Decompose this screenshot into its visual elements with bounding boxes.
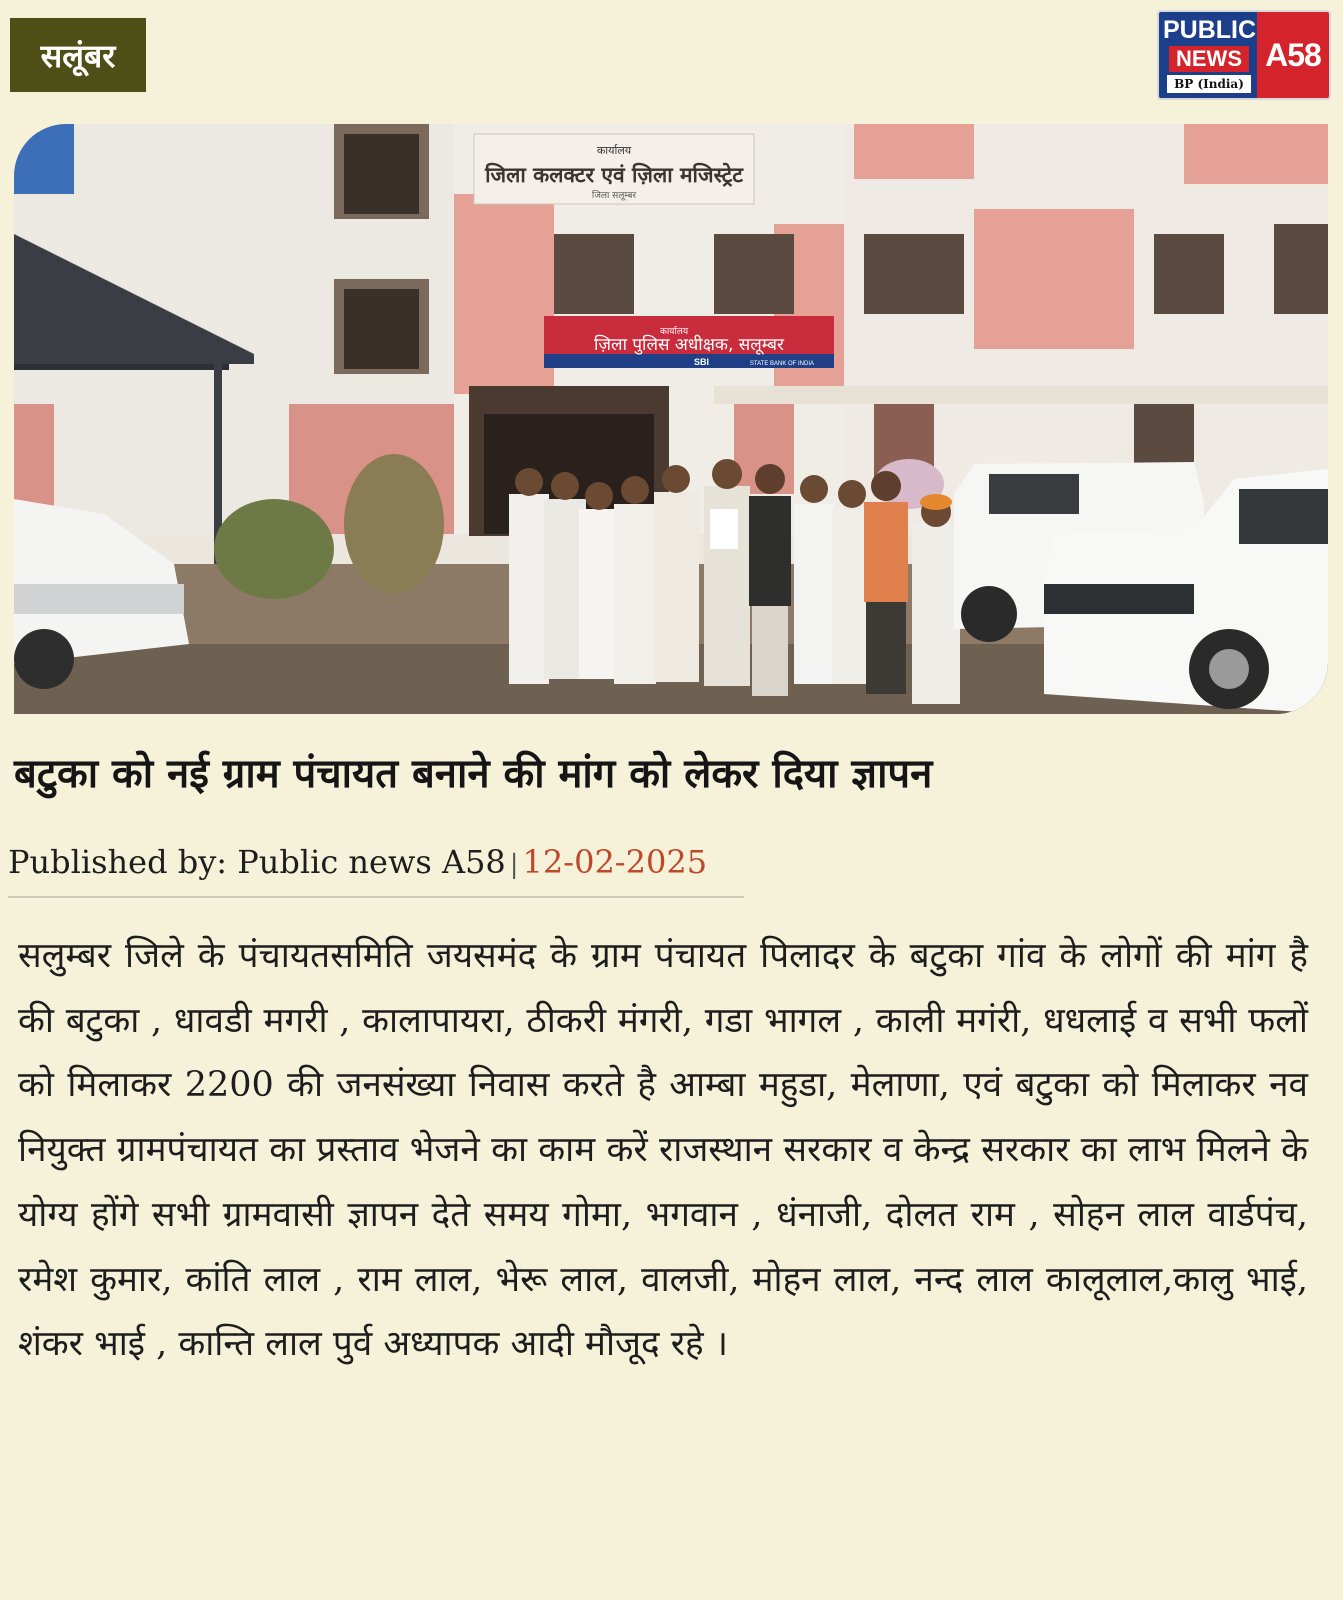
sign-top-small: कार्यालय	[596, 144, 632, 157]
sign-top-sub: जिला सलूम्बर	[591, 191, 637, 201]
sign-sbi: SBI	[694, 357, 710, 367]
article-body: सलुम्बर जिले के पंचायतसमिति जयसमंद के ग्राम पंचायत पिलादर के बटुका गांव के लोगों की मांग है की बटुका , धावडी मगरी , कालापायरा, ठीकरी मंगरी, गडा भागल , काली मगंरी, धधलाई व सभी फलों को मिलाकर 2200 की जनसंख्या निवास करते है आम्बा महुडा, मेलाणा, एवं बटुका को मिलाकर नव नियुक्त ग्रामपंचायत का प्रस्ताव भेजने का काम करें राजस्थान सरकार व केन्द्र सरकार का लाभ मिलने के योग्य होंगे सभी ग्रामवासी ज्ञापन देते समय गोमा, भगवान , धंनाजी, दोलत राम , सोहन लाल वार्डपंच, रमेश कुमार, कांति लाल , राम लाल, भेरू लाल, वालजी, मोहन लाल, नन्द लाल कालूलाल,कालु भाई, शंकर भाई , कान्ति लाल पुर्व अध्यापक आदी मौजूद रहे ।	[18, 936, 1308, 1365]
publish-date: 12-02-2025	[522, 843, 708, 881]
sign-collector: जिला कलक्टर एवं ज़िला मजिस्ट्रेट	[485, 163, 743, 187]
published-by: Published by: Public news A58	[8, 843, 506, 881]
logo-badge: A58	[1257, 12, 1329, 98]
logo-public-text: PUBLIC	[1163, 16, 1257, 44]
logo-news-text: NEWS	[1169, 46, 1249, 72]
byline	[8, 840, 707, 884]
sign-police: ज़िला पुलिस अधीक्षक, सलूम्बर	[594, 335, 784, 355]
sign-sbi-name: STATE BANK OF INDIA	[749, 361, 814, 367]
news-photo-illustration	[14, 124, 1328, 714]
location-tag: सलूंबर	[10, 18, 146, 92]
news-photo	[14, 124, 1328, 714]
logo-bp-text: BP (India)	[1167, 75, 1251, 93]
public-news-logo[interactable]	[1157, 10, 1331, 100]
sign-police-small: कार्यालय	[659, 327, 689, 337]
logo-blue-panel	[1159, 12, 1257, 98]
headline: बटुका को नई ग्राम पंचायत बनाने की मांग को लेकर दिया ज्ञापन	[14, 751, 933, 797]
byline-separator: |	[509, 850, 519, 880]
divider	[8, 896, 744, 898]
